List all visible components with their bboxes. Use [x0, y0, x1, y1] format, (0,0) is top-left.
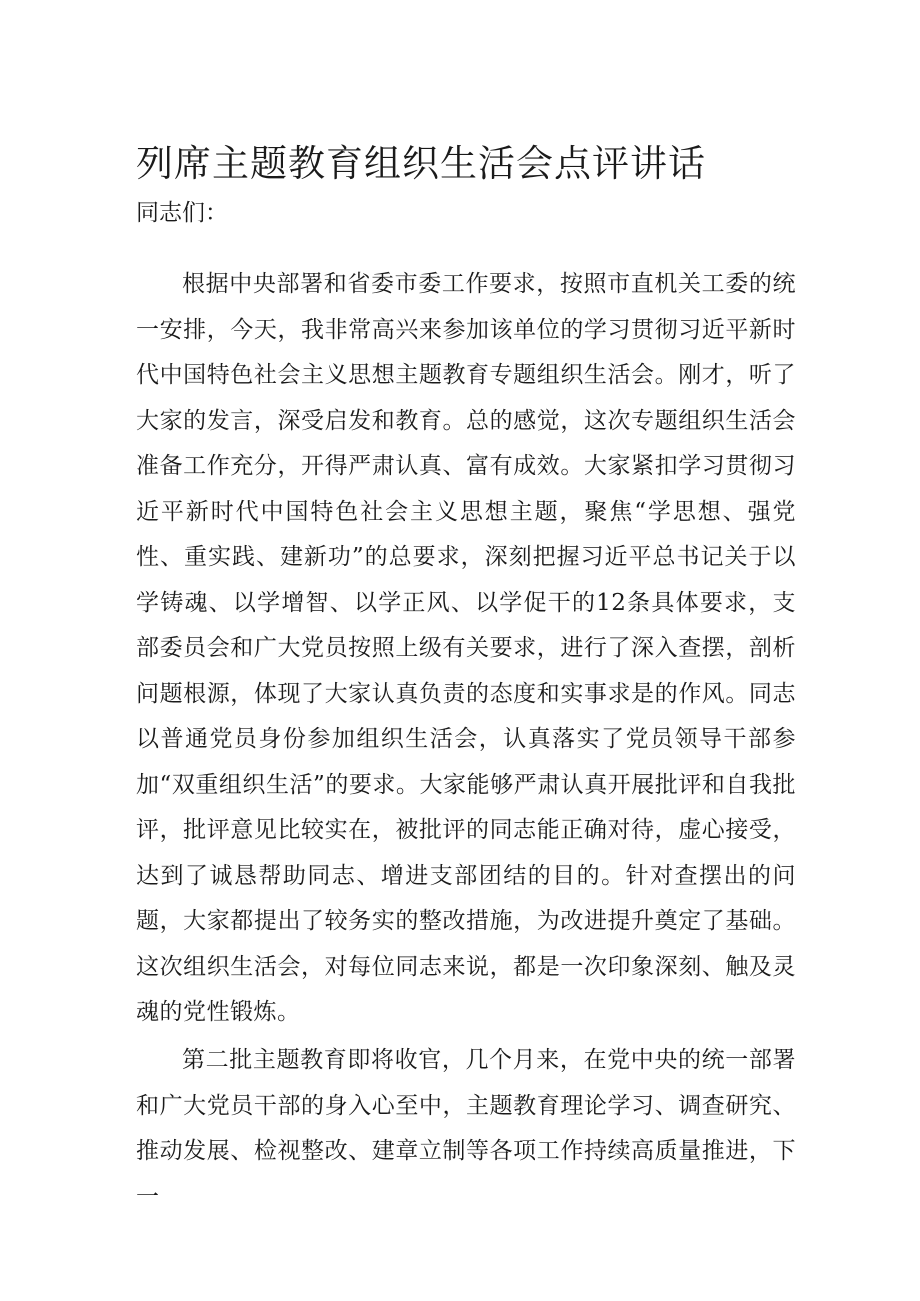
document-title: 列席主题教育组织生活会点评讲话	[136, 142, 706, 185]
salutation: 同志们：	[136, 200, 228, 226]
body-paragraph-1: 根据中央部署和省委市委工作要求，按照市直机关工委的统一安排，今天，我非常高兴来参加该单位的学习贯彻习近平新时代中国特色社会主义思想主题教育专题组织生活会。刚才，听了大家的发言，深受启发和教育。总的感觉，这次专题组织生活会准备工作充分，开得严肃认真、富有成效。大家紧扣学习贯彻习近平新时代中国特色社会主义思想主题，聚焦“学思想、强党性、重实践、建新功”的总要求，深刻把握习近平总书记关于以学铸魂、以学增智、以学正风、以学促干的12条具体要求，支部委员会和广大党员按照上级有关要求，进行了深入查摆，剖析问题根源，体现了大家认真负责的态度和实事求是的作风。同志以普通党员身份参加组织生活会，认真落实了党员领导干部参加“双重组织生活”的要求。大家能够严肃认真开展批评和自我批评，批评意见比较实在，被批评的同志能正确对待，虚心接受，达到了诚恳帮助同志、增进支部团结的目的。针对查摆出的问题，大家都提出了较务实的整改措施，为改进提升奠定了基础。这次组织生活会，对每位同志来说，都是一次印象深刻、触及灵魂的党性锻炼。	[136, 271, 796, 1025]
body-paragraph-2: 第二批主题教育即将收官，几个月来，在党中央的统一部署和广大党员干部的身入心至中，主题教育理论学习、调查研究、推动发展、检视整改、建章立制等各项工作持续高质量推进，下一	[136, 1047, 796, 1210]
